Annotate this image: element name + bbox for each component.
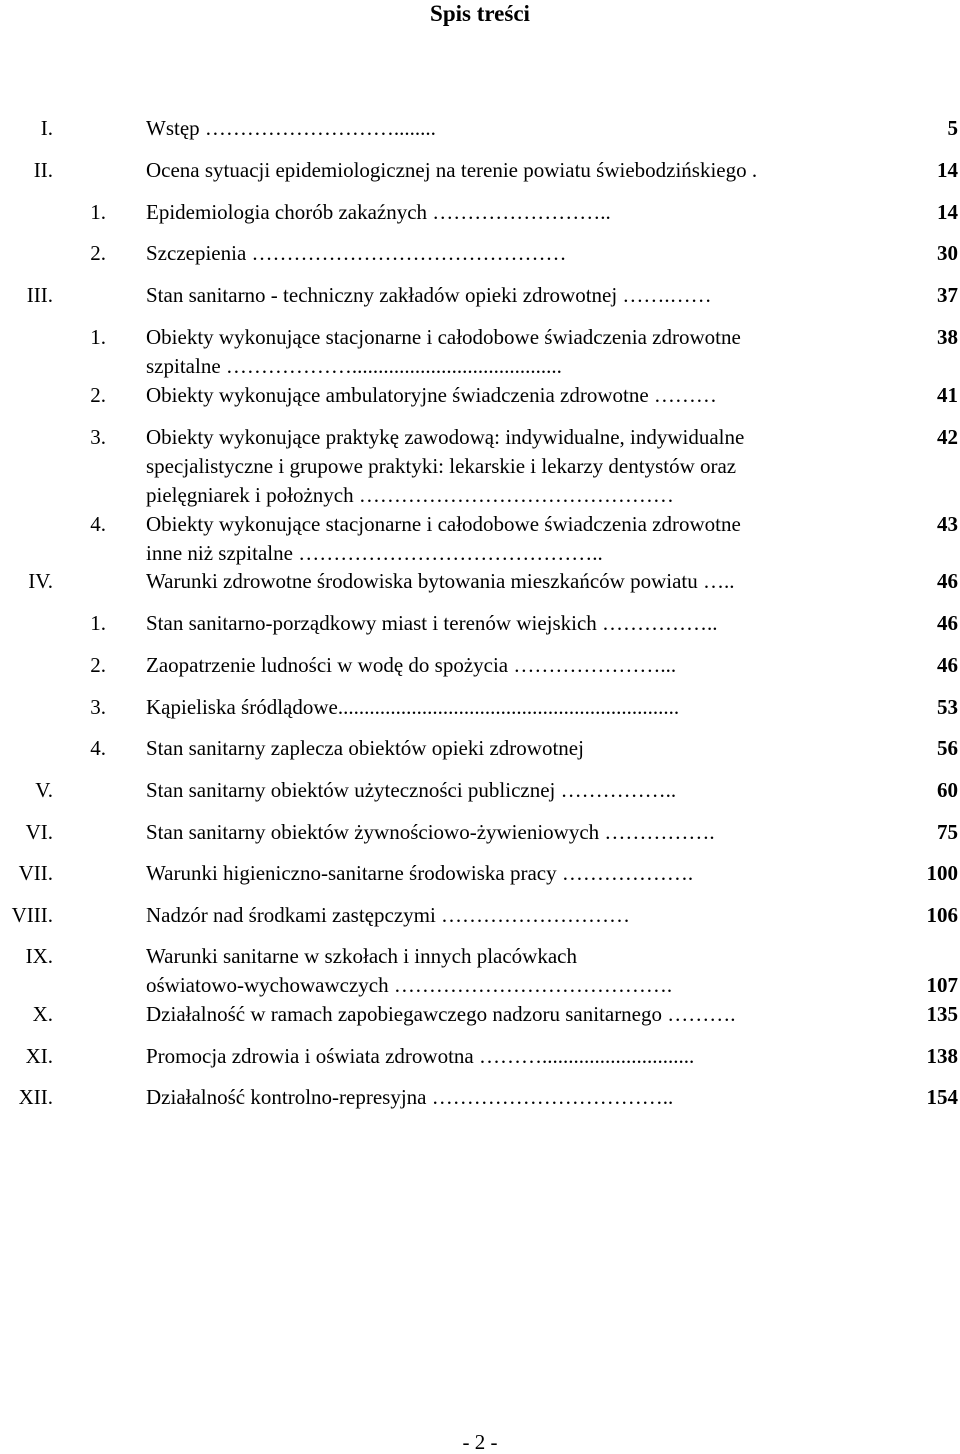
toc-text: Działalność w ramach zapobiegawczego nadzoru sanitarnego ………. [146, 1002, 736, 1026]
toc-page: 56 [937, 736, 958, 760]
toc-page: 75 [937, 820, 958, 844]
toc-text: Stan sanitarny obiektów użyteczności publicznej …………….. [146, 778, 677, 802]
toc-page: 38 [937, 325, 958, 349]
toc-subnumber: 2. [90, 653, 106, 677]
toc-page: 53 [937, 695, 958, 719]
toc-page: 43 [937, 512, 958, 536]
toc-number: VI. [25, 820, 53, 844]
toc-text: Obiekty wykonujące stacjonarne i całodobowe świadczenia zdrowotne [146, 512, 741, 536]
toc-text: Obiekty wykonujące praktykę zawodową: indywidualne, indywidualne [146, 425, 745, 449]
toc-subnumber: 4. [90, 736, 106, 760]
toc-text: Ocena sytuacji epidemiologicznej na terenie powiatu świebodzińskiego . [146, 158, 758, 182]
toc-page: 5 [947, 116, 958, 140]
toc-number: IV. [28, 569, 53, 593]
toc-text: Warunki zdrowotne środowiska bytowania mieszkańców powiatu ….. [146, 569, 735, 593]
toc-page: 135 [926, 1002, 958, 1026]
toc-subnumber: 2. [90, 241, 106, 265]
toc-page: 154 [926, 1085, 958, 1109]
toc-page: 46 [937, 653, 958, 677]
toc-subnumber: 4. [90, 512, 106, 536]
toc-number: V. [35, 778, 53, 802]
toc-text: Działalność kontrolno-represyjna …………………………….. [146, 1085, 674, 1109]
toc-number: I. [40, 116, 53, 140]
toc-text-line2: inne niż szpitalne …………………………………….. [146, 541, 603, 565]
toc-text: Stan sanitarny zaplecza obiektów opieki zdrowotnej [146, 736, 584, 760]
toc-page: 42 [937, 425, 958, 449]
toc-text: Warunki sanitarne w szkołach i innych placówkach [146, 944, 577, 968]
toc-page: 30 [937, 241, 958, 265]
toc-text: Stan sanitarno - techniczny zakładów opieki zdrowotnej …….…… [146, 283, 712, 307]
toc-text: Obiekty wykonujące stacjonarne i całodobowe świadczenia zdrowotne [146, 325, 741, 349]
toc-page: 41 [937, 383, 958, 407]
toc-text: Szczepienia ……………………………………… [146, 241, 567, 265]
toc-page: 37 [937, 283, 958, 307]
toc-page: 107 [926, 973, 958, 997]
toc-page: 46 [937, 611, 958, 635]
toc-text: Warunki higieniczno-sanitarne środowiska pracy ………………. [146, 861, 694, 885]
toc-page: 60 [937, 778, 958, 802]
toc-text: Promocja zdrowia i oświata zdrowotna ………............................. [146, 1044, 695, 1068]
toc-text: Wstęp ………………………........ [146, 116, 436, 140]
toc-text-line3: pielęgniarek i położnych ……………………………………… [146, 483, 674, 507]
toc-number: XI. [25, 1044, 53, 1068]
toc-number: II. [33, 158, 53, 182]
toc-subnumber: 1. [90, 611, 106, 635]
toc-page: 138 [926, 1044, 958, 1068]
toc-number: VII. [18, 861, 53, 885]
toc-text: Nadzór nad środkami zastępczymi ……………………… [146, 903, 631, 927]
toc-text: Epidemiologia chorób zakaźnych …………………….. [146, 200, 611, 224]
toc-page: 106 [926, 903, 958, 927]
toc-text: Stan sanitarny obiektów żywnościowo-żywieniowych ……………. [146, 820, 715, 844]
toc-number: X. [32, 1002, 53, 1026]
toc-page: 100 [926, 861, 958, 885]
toc-subnumber: 3. [90, 425, 106, 449]
toc-number: IX. [25, 944, 53, 968]
toc-number: III. [26, 283, 53, 307]
toc-text: Stan sanitarno-porządkowy miast i terenów wiejskich …………….. [146, 611, 718, 635]
toc-number: XII. [18, 1085, 53, 1109]
page-number-footer: - 2 - [462, 1430, 498, 1454]
toc-text-line2: specjalistyczne i grupowe praktyki: lekarskie i lekarzy dentystów oraz [146, 454, 737, 478]
toc-text-line2: oświatowo-wychowawczych …………………………………. [146, 973, 673, 997]
toc-page: 46 [937, 569, 958, 593]
page-title: Spis treści [430, 1, 530, 26]
toc-text: Zaopatrzenie ludności w wodę do spożycia …………………... [146, 653, 677, 677]
toc-text: Obiekty wykonujące ambulatoryjne świadczenia zdrowotne ……… [146, 383, 717, 407]
toc-page: 14 [937, 200, 958, 224]
toc-text: Kąpieliska śródlądowe................................................................. [146, 695, 680, 719]
toc-text-line2: szpitalne ………………........................................ [146, 354, 562, 378]
toc-page: 14 [937, 158, 958, 182]
toc-number: VIII. [11, 903, 53, 927]
toc-subnumber: 1. [90, 200, 106, 224]
toc-subnumber: 3. [90, 695, 106, 719]
toc-subnumber: 1. [90, 325, 106, 349]
toc-subnumber: 2. [90, 383, 106, 407]
